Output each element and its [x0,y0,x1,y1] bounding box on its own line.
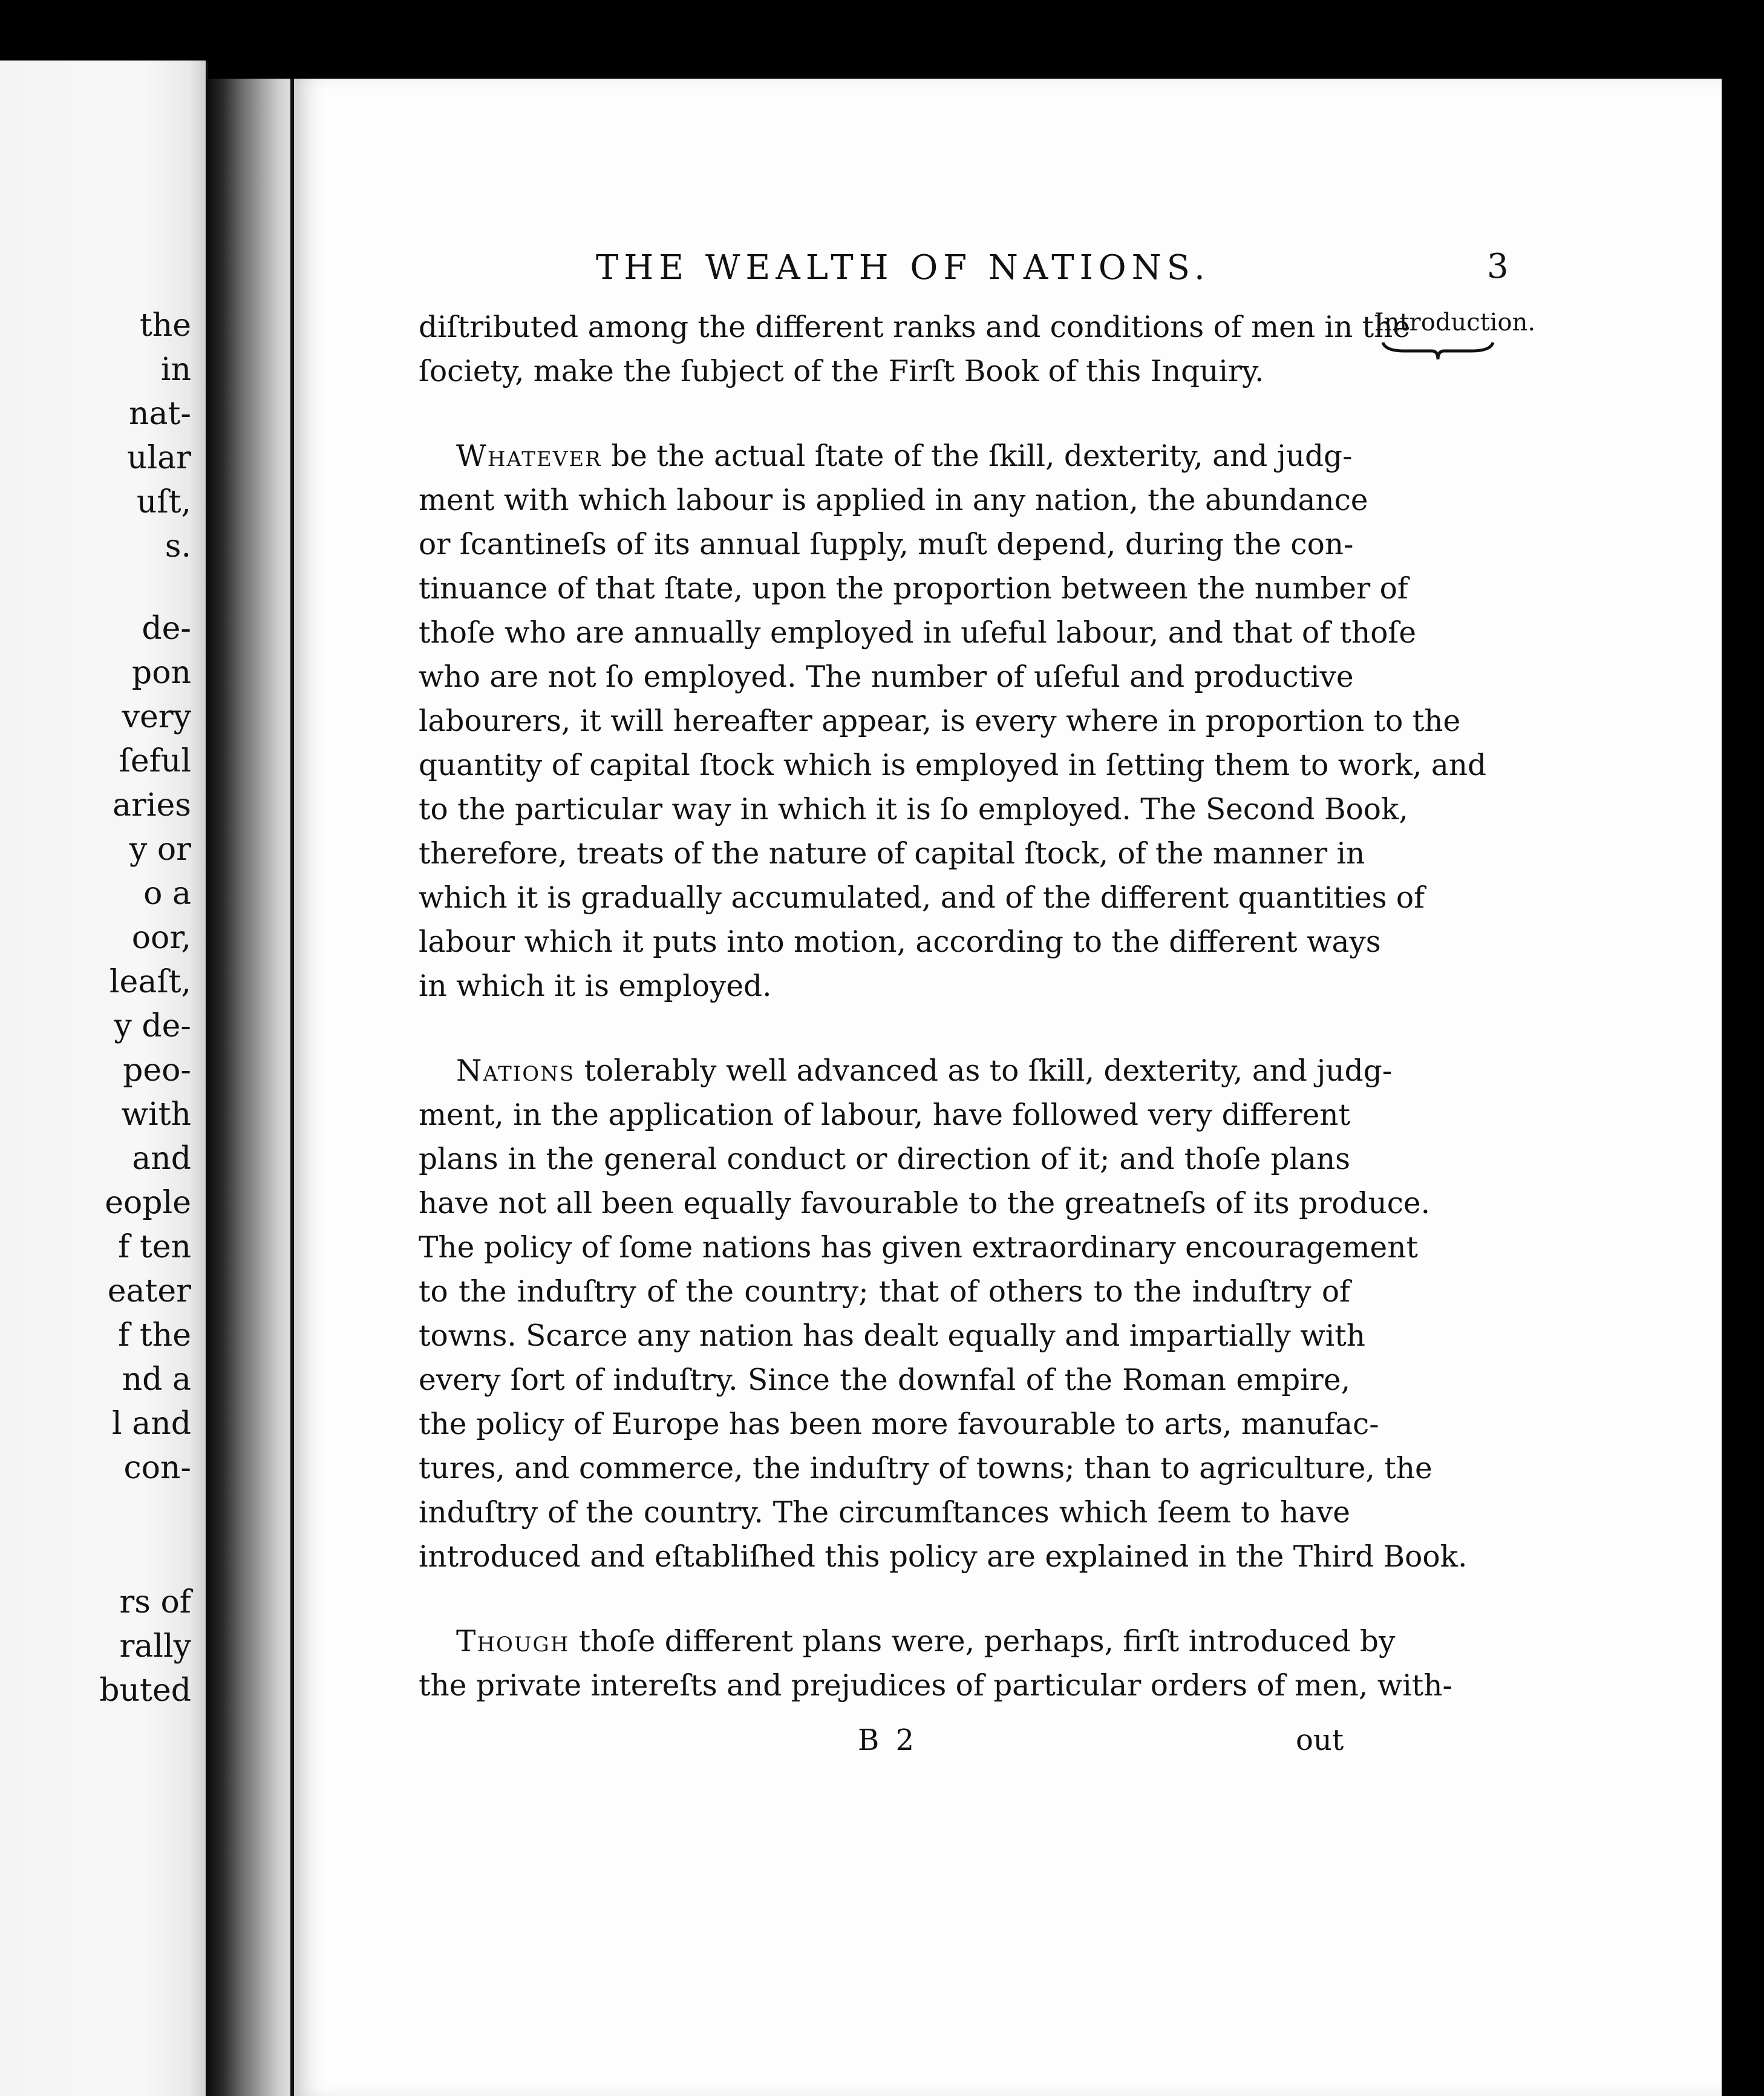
paragraph-lead-word: Though [456,1625,570,1659]
text-line: induſtry of the country. The circumſtances which ſeem to have [419,1496,1350,1530]
text-line: ment with which labour is applied in any nation, the abundance [419,483,1368,517]
left-page-fragment: aries [113,787,191,824]
text-line: to the induſtry of the country; that of others to the induſtry of [419,1275,1350,1309]
left-page-fragment: o a [143,876,191,912]
text-line: plans in the general conduct or direction of it; and thoſe plans [419,1142,1350,1176]
left-page-fragment: the [139,307,191,344]
left-page-fragment: eople [105,1185,191,1221]
left-page-fragment: and [132,1141,191,1177]
left-page-fragment: de- [142,611,191,647]
left-page-fragment: nd a [122,1361,191,1398]
text-line: Though thoſe different plans were, perhaps, firſt introduced by [456,1625,1396,1659]
left-page-fragment: leaſt, [109,964,191,1000]
left-page-fragment: ſeful [119,743,191,779]
catchword: out [1296,1723,1344,1757]
left-page-fragment: peo- [123,1052,191,1089]
text-line: Whatever be the actual ſtate of the ſkill, dexterity, and judg- [456,439,1353,473]
text-line: ſociety, make the ſubject of the Firſt Book of this Inquiry. [419,355,1264,388]
text-line: Nations tolerably well advanced as to ſkill, dexterity, and judg- [456,1054,1393,1088]
text-line: tures, and commerce, the induſtry of towns; than to agriculture, the [419,1452,1432,1485]
left-page-fragment: eater [107,1273,191,1309]
paragraph-lead-word: Whatever [456,439,602,473]
text-line: The policy of ſome nations has given extraordinary encouragement [419,1231,1418,1265]
text-line: or ſcantineſs of its annual ſupply, muſt depend, during the con- [419,528,1354,562]
left-page-fragment: in [160,352,191,388]
text-line: the private intereſts and prejudices of particular orders of men, with- [419,1669,1452,1703]
left-page-fragment: f the [118,1317,191,1354]
left-page-fragment: nat- [129,396,191,432]
margin-note: Introduction. [1374,309,1536,336]
left-page-fragment: rs of [119,1584,191,1620]
left-facing-page [0,61,208,2096]
signature-mark: B 2 [858,1723,918,1757]
paragraph [419,1049,1468,1579]
text-line: have not all been equally favourable to the greatneſs of its produce. [419,1187,1431,1220]
paragraph-lead-word: Nations [456,1054,575,1088]
text-line: every ſort of induſtry. Since the downfal of the Roman empire, [419,1363,1350,1397]
left-page-fragment: f ten [118,1229,191,1265]
left-page-fragment: con- [123,1450,191,1486]
left-page-fragment: ular [127,440,191,476]
left-page-fragment: uſt, [136,484,191,520]
page-number: 3 [1487,247,1509,286]
text-line: labour which it puts into motion, according to the different ways [419,925,1381,959]
text-line: thoſe who are annually employed in uſeful labour, and that of thoſe [419,616,1417,650]
book-gutter [206,79,299,2096]
paragraph [419,306,1411,394]
text-line: labourers, it will hereafter appear, is every where in proportion to the [419,704,1461,738]
text-line: to the particular way in which it is ſo employed. The Second Book, [419,793,1408,827]
left-page-fragment: rally [119,1628,191,1665]
left-page-fragment: y or [129,831,191,868]
left-page-fragment: y de- [114,1008,191,1044]
text-line: which it is gradually accumulated, and of the different quantities of [419,881,1425,915]
running-title: THE WEALTH OF NATIONS. [596,248,1210,287]
text-line: in which it is employed. [419,969,772,1003]
left-page-fragment: very [122,699,191,735]
text-line: ment, in the application of labour, have followed very different [419,1098,1350,1132]
left-page-fragment: buted [99,1672,191,1709]
text-line: quantity of capital ſtock which is employed in ſetting them to work, and [419,748,1487,782]
paragraph [419,434,1487,1009]
text-line: introduced and eſtabliſhed this policy are explained in the Third Book. [419,1540,1468,1574]
left-page-fragment: with [121,1096,191,1133]
left-page-fragment: oor, [131,920,191,956]
text-line: diſtributed among the different ranks and conditions of men in the [419,310,1411,344]
text-line: who are not ſo employed. The number of uſeful and productive [419,660,1354,694]
text-line: tinuance of that ſtate, upon the proportion between the number of [419,572,1408,606]
left-page-fragment: l and [112,1406,191,1442]
left-page-fragment: s. [165,528,191,565]
paragraph [419,1620,1452,1708]
text-line: therefore, treats of the nature of capital ſtock, of the manner in [419,837,1365,871]
text-line: towns. Scarce any nation has dealt equally and impartially with [419,1319,1365,1353]
text-line: the policy of Europe has been more favourable to arts, manufac- [419,1407,1379,1441]
left-page-fragment: pon [131,655,191,691]
